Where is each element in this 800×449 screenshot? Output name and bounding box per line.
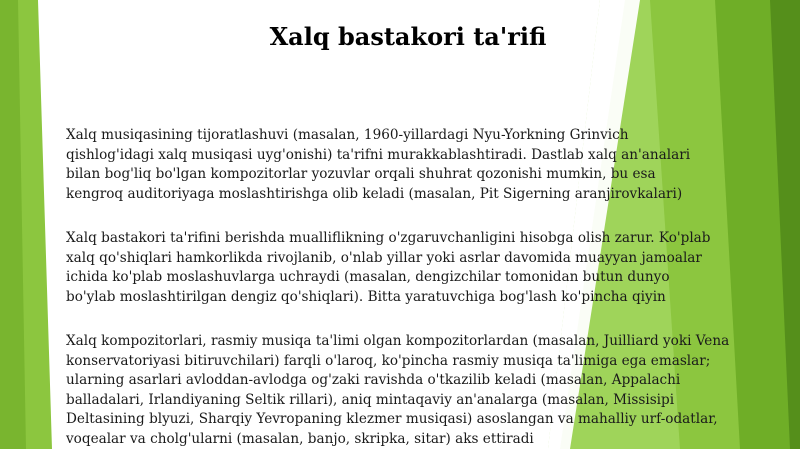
slide-title: Xalq bastakori ta'rifi [269, 22, 547, 51]
paragraph-line: bilan bog'liq bo'lgan kompozitorlar yozuvlar orqali shuhrat qozonishi mumkin, bu esa [66, 166, 656, 182]
paragraph-line: ularning asarlari avloddan-avlodga og'zaki ravishda o'tkazilib keladi (masalan, Appalachi [66, 372, 681, 388]
paragraph-3 [66, 332, 776, 449]
paragraph-line: Xalq bastakori ta'rifini berishda mualliflikning o'zgaruvchanligini hisobga olish zarur. Ko'plab [66, 230, 711, 246]
paragraph-line: Xalq kompozitorlari, rasmiy musiqa ta'limi olgan kompozitorlardan (masalan, Juilliard yoki Vena [66, 333, 730, 349]
paragraph-line: voqealar va cholg'ularni (masalan, banjo, skripka, sitar) aks ettiradi [66, 430, 534, 447]
paragraph-2 [66, 229, 776, 307]
paragraph-line: Deltasining blyuzi, Sharqiy Yevropaning klezmer musiqasi) asoslangan va mahalliy urf-odatlar, [66, 411, 718, 427]
paragraph-line: bo'ylab moslashtirilgan dengiz qo'shiqlari). Bitta yaratuvchiga bog'lash ko'pincha qiyin [66, 288, 666, 305]
paragraph-line: balladalari, Irlandiyaning Seltik rillari), aniq mintaqaviy an'analarga (masalan, Missisipi [66, 391, 675, 408]
paragraph-line: qishlog'idagi xalq musiqasi uyg'onishi) ta'rifni murakkablashtiradi. Dastlab xalq an'analari [66, 146, 691, 163]
paragraph-line: kengroq auditoriyaga moslashtirishga olib keladi (masalan, Pit Sigerning aranjirovkalari) [66, 185, 683, 202]
paragraph-1 [66, 126, 776, 204]
paragraph-line: Xalq musiqasining tijoratlashuvi (masalan, 1960-yillardagi Nyu-Yorkning Grinvich [66, 127, 629, 143]
paragraph-line: konservatoriyasi bitiruvchilari) farqli o'laroq, ko'pincha rasmiy musiqa ta'limiga ega emaslar; [66, 352, 711, 369]
paragraph-line: ichida ko'plab moslashuvlarga uchraydi (masalan, dengizchilar tomonidan butun dunyo [66, 269, 670, 285]
paragraph-line: xalq qo'shiqlari hamkorlikda rivojlanib, o'nlab yillar yoki asrlar davomida muayyan jamoalar [66, 249, 702, 266]
